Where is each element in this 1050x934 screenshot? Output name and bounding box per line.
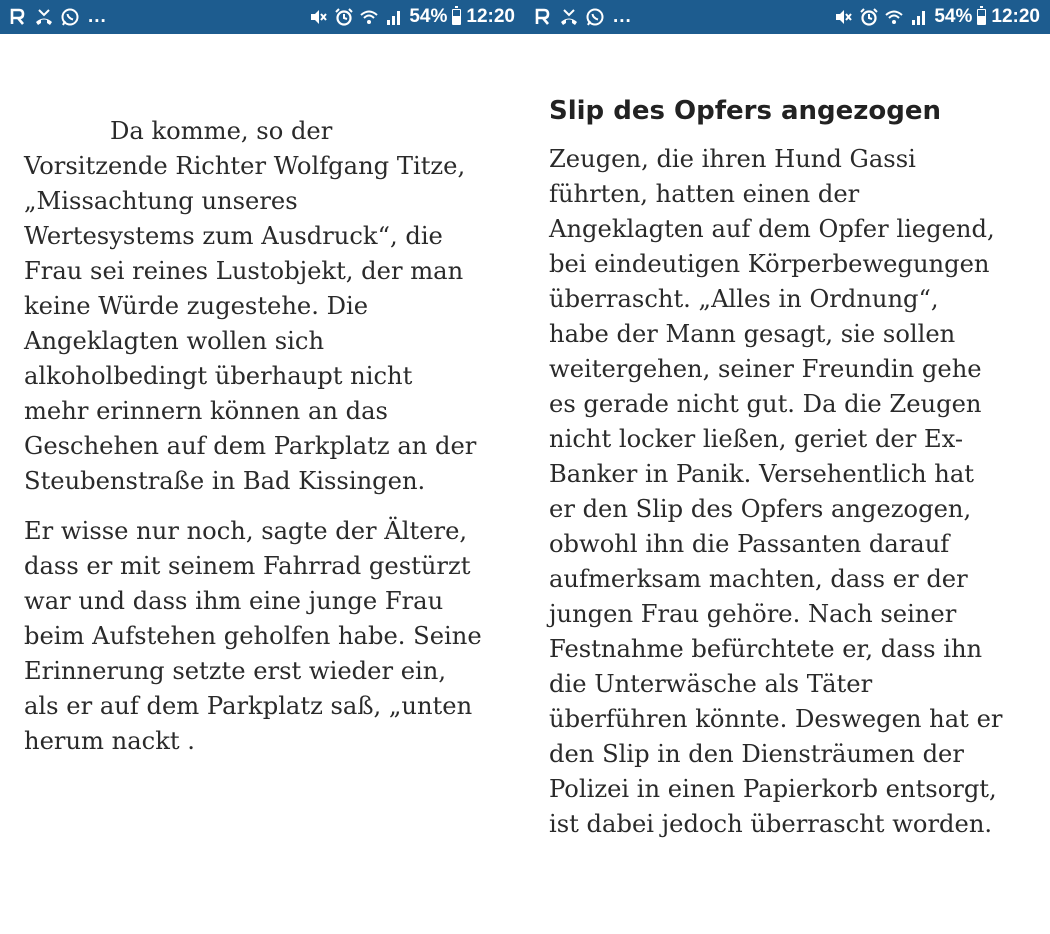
- status-bar: [525, 0, 1050, 34]
- notification-r-icon: [8, 7, 28, 27]
- notification-r-icon: [533, 7, 553, 27]
- status-bar: [0, 0, 525, 34]
- battery-icon: [977, 9, 986, 25]
- battery-percent: 54%: [409, 6, 448, 27]
- missed-call-icon: [34, 7, 54, 27]
- clock: 12:20: [991, 6, 1040, 27]
- article-paragraph: Zeugen, die ihren Hund Gassi führten, hatten einen der Angeklagten auf dem Opfer liegend, bei eindeutigen Körperbewegungen überrascht. „Alles in Ordnung“, habe der Mann gesagt, sie sollen weitergehen, seiner Freundin gehe es gerade nicht gut. Da die Zeugen nicht locker ließen, geriet der Ex- Banker in Panik. Versehentlich hat er den Slip des Opfers angezogen, obwohl ihn die Passanten darauf aufmerksam machten, dass er der jungen Frau gehöre. Nach seiner Festnahme befürchtete er, dass ihn die Unterwäsche als Täter überführen könnte. Deswegen hat er den Slip in den Diensträumen der Polizei in einen Papierkorb entsorgt, ist dabei jedoch überrascht worden.: [549, 145, 1003, 838]
- signal-icon: [384, 7, 404, 27]
- section-heading: Slip des Opfers angezogen: [549, 96, 942, 126]
- article-paragraph: Er wisse nur noch, sagte der Ältere, dass er mit seinem Fahrrad gestürzt war und dass ihm eine junge Frau beim Aufstehen geholfen habe. Seine Erinnerung setzte erst wieder ein, als er auf dem Parkplatz saß, „unten herum nackt .: [24, 517, 482, 755]
- battery-icon: [452, 9, 461, 25]
- battery-percent: 54%: [934, 6, 973, 27]
- article-body: [549, 91, 1049, 857]
- wifi-icon: [884, 7, 904, 27]
- whatsapp-icon: [585, 7, 605, 27]
- more-notifications: ...: [613, 6, 632, 27]
- article-paragraph: Da komme, so der Vorsitzende Richter Wolfgang Titze, „Missachtung unseres Wertesystems zum Ausdruck“, die Frau sei reines Lustobjekt, der man keine Würde zugestehe. Die Angeklagten wollen sich alkoholbedingt überhaupt nicht mehr erinnern können an das Geschehen auf dem Parkplatz an der Steubenstraße in Bad Kissingen.: [24, 117, 477, 495]
- mute-icon: [309, 7, 329, 27]
- clock: 12:20: [466, 6, 515, 27]
- article-body: [24, 114, 524, 774]
- alarm-icon: [334, 7, 354, 27]
- missed-call-icon: [559, 7, 579, 27]
- mute-icon: [834, 7, 854, 27]
- more-notifications: ...: [88, 6, 107, 27]
- wifi-icon: [359, 7, 379, 27]
- whatsapp-icon: [60, 7, 80, 27]
- signal-icon: [909, 7, 929, 27]
- right-screenshot: [525, 0, 1050, 934]
- alarm-icon: [859, 7, 879, 27]
